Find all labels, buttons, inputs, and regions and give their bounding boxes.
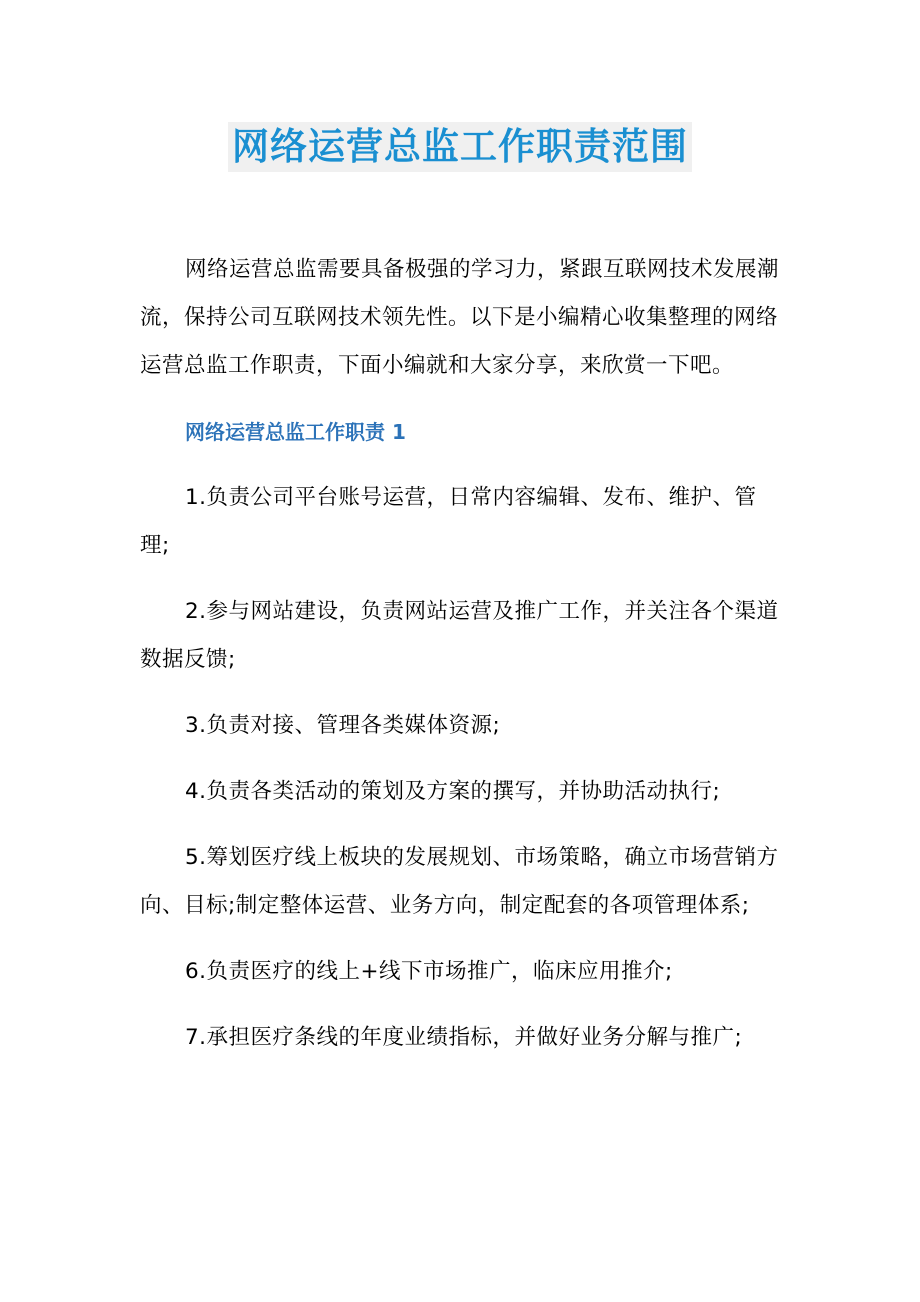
document-title: 网络运营总监工作职责范围 <box>228 122 692 172</box>
document-body <box>140 246 780 1080</box>
title-wrapper <box>0 122 920 172</box>
duty-item-3: 3.负责对接、管理各类媒体资源; <box>185 713 501 738</box>
section-heading: 网络运营总监工作职责 1 <box>185 420 406 444</box>
intro-paragraph: 网络运营总监需要具备极强的学习力，紧跟互联网技术发展潮流，保持公司互联网技术领先性。以下是小编精心收集整理的网络运营总监工作职责，下面小编就和大家分享，来欣赏一下吧。 <box>140 257 780 378</box>
duty-item-2: 2.参与网站建设，负责网站运营及推广工作，并关注各个渠道数据反馈; <box>140 599 779 672</box>
duty-item-5: 5.筹划医疗线上板块的发展规划、市场策略，确立市场营销方向、目标;制定整体运营、业务方向，制定配套的各项管理体系; <box>140 845 779 918</box>
duty-item-7: 7.承担医疗条线的年度业绩指标，并做好业务分解与推广; <box>185 1025 743 1050</box>
duty-item-6: 6.负责医疗的线上+线下市场推广，临床应用推介; <box>185 959 673 984</box>
duty-item-4: 4.负责各类活动的策划及方案的撰写，并协助活动执行; <box>185 779 721 804</box>
duty-item-1: 1.负责公司平台账号运营，日常内容编辑、发布、维护、管理; <box>140 485 757 558</box>
